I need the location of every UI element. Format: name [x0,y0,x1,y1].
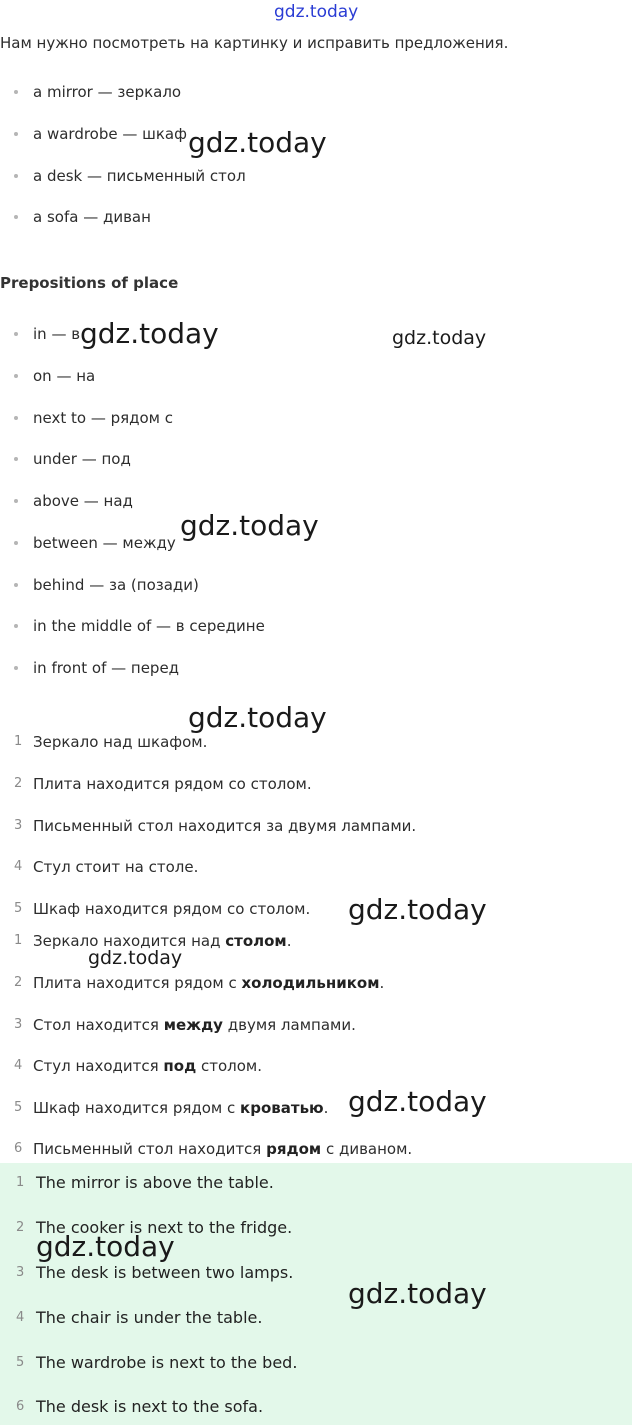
watermark: gdz.today [188,126,327,159]
top-watermark: gdz.today [274,2,359,22]
watermark: gdz.today [392,327,487,349]
watermark: gdz.today [80,317,219,350]
answer-box: 1 The mirror is above the table. 2 The cooker is next to the fridge. 3 The desk is between two lamps. 4 The chair is under the table. 5 The wardrobe is next to the bed. 6 The desk is next to the sofa. [0,1163,632,1425]
intro-text: Нам нужно посмотреть на картинку и исправить предложения. [0,34,509,52]
watermark: gdz.today [36,1230,175,1263]
watermark: gdz.today [188,701,327,734]
watermark: gdz.today [348,893,487,926]
watermark: gdz.today [88,947,183,969]
watermark: gdz.today [180,509,319,542]
prepositions-heading: Prepositions of place [0,274,179,292]
watermark: gdz.today [348,1277,487,1310]
watermark: gdz.today [348,1085,487,1118]
